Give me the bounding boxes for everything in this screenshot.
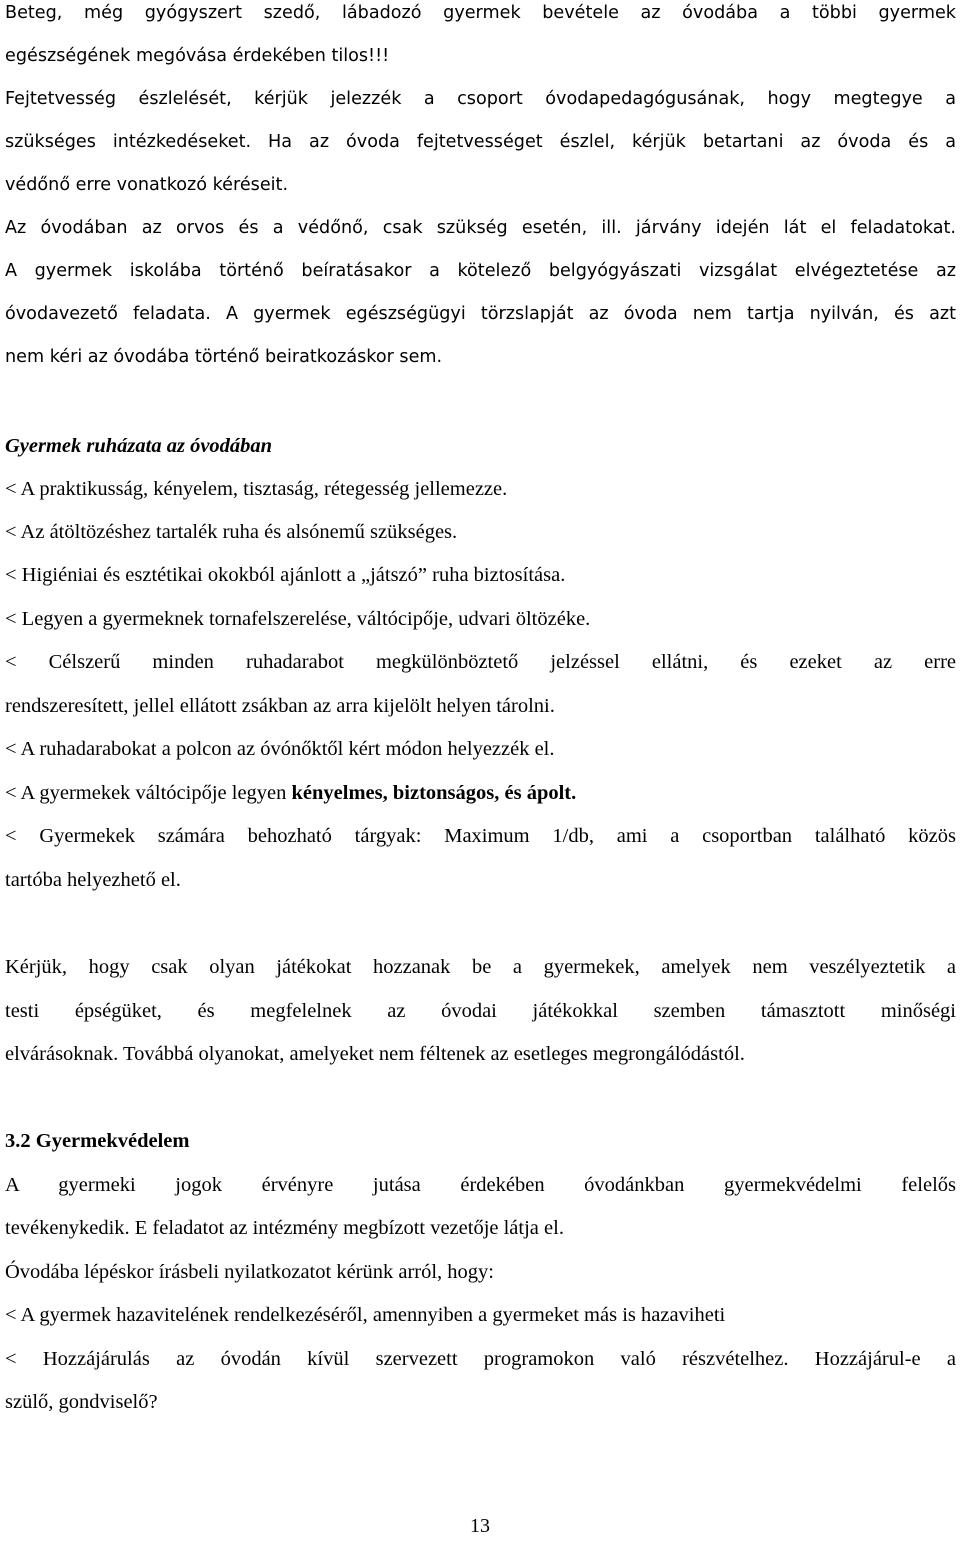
bullet-item: < A ruhadarabokat a polcon az óvónőktől kért módon helyezzék el.: [5, 738, 555, 760]
section-heading-child-protection: 3.2 Gyermekvédelem: [5, 1130, 190, 1152]
bullet-item: < Higiéniai és esztétikai okokból ajánlott a „játszó” ruha biztosítása.: [5, 564, 566, 586]
text-line: testi épségüket, és megfelelnek az óvodai játékokkal szemben támasztott minőségi: [5, 1000, 956, 1022]
text-line: rendszeresített, jellel ellátott zsákban az arra kijelölt helyen tárolni.: [5, 695, 555, 717]
text-line: egészségének megóvása érdekében tilos!!!: [5, 46, 390, 66]
text-span: < A gyermekek váltócipője legyen: [5, 782, 292, 804]
text-line: védőnő erre vonatkozó kéréseit.: [5, 175, 289, 195]
section-heading-clothing: Gyermek ruházata az óvodában: [5, 435, 273, 457]
text-line: elvárásoknak. Továbbá olyanokat, amelyeket nem féltenek az esetleges megrongálódástól.: [5, 1043, 745, 1065]
text-line: tartóba helyezhető el.: [5, 869, 181, 891]
bullet-item: < Legyen a gyermeknek tornafelszerelése, váltócipője, udvari öltözéke.: [5, 608, 591, 630]
bold-text-span: kényelmes, biztonságos, és ápolt.: [291, 782, 577, 804]
text-line: Kérjük, hogy csak olyan játékokat hozzanak be a gyermekek, amelyek nem veszélyeztetik a: [5, 956, 956, 978]
text-line: Az óvodában az orvos és a védőnő, csak szükség esetén, ill. járvány idején lát el feladatokat.: [5, 218, 956, 238]
text-line: szülő, gondviselő?: [5, 1391, 158, 1413]
text-line: Óvodába lépéskor írásbeli nyilatkozatot kérünk arról, hogy:: [5, 1261, 495, 1283]
text-line: Beteg, még gyógyszert szedő, lábadozó gyermek bevétele az óvodába a többi gyermek: [5, 3, 956, 23]
bullet-item: < Az átöltözéshez tartalék ruha és alsónemű szükséges.: [5, 521, 458, 543]
bullet-item: [5, 777, 956, 809]
page-number: 13: [470, 1515, 490, 1537]
text-line: A gyermek iskolába történő beíratásakor a kötelező belgyógyászati vizsgálat elvégeztetése az: [5, 261, 956, 281]
bullet-item: < Gyermekek számára behozható tárgyak: Maximum 1/db, ami a csoportban található közös: [5, 825, 956, 847]
bullet-item: < Hozzájárulás az óvodán kívül szervezett programokon való részvételhez. Hozzájárul-e a: [5, 1348, 956, 1370]
bullet-item: < A praktikusság, kényelem, tisztaság, rétegesség jellemezze.: [5, 478, 508, 500]
text-line: A gyermeki jogok érvényre jutása érdekében óvodánkban gyermekvédelmi felelős: [5, 1174, 956, 1196]
bullet-item: < Célszerű minden ruhadarabot megkülönböztető jelzéssel ellátni, és ezeket az erre: [5, 651, 956, 673]
text-line: tevékenykedik. E feladatot az intézmény megbízott vezetője látja el.: [5, 1217, 564, 1239]
bullet-item: < A gyermek hazavitelének rendelkezéséről, amennyiben a gyermeket más is hazaviheti: [5, 1304, 726, 1326]
text-line: nem kéri az óvodába történő beiratkozáskor sem.: [5, 347, 443, 367]
text-line: szükséges intézkedéseket. Ha az óvoda fejtetvességet észlel, kérjük betartani az óvoda és a: [5, 132, 956, 152]
text-line: Fejtetvesség észlelését, kérjük jelezzék a csoport óvodapedagógusának, hogy megtegye a: [5, 89, 956, 109]
text-line: óvodavezető feladata. A gyermek egészségügyi törzslapját az óvoda nem tartja nyilván, és azt: [5, 304, 956, 324]
